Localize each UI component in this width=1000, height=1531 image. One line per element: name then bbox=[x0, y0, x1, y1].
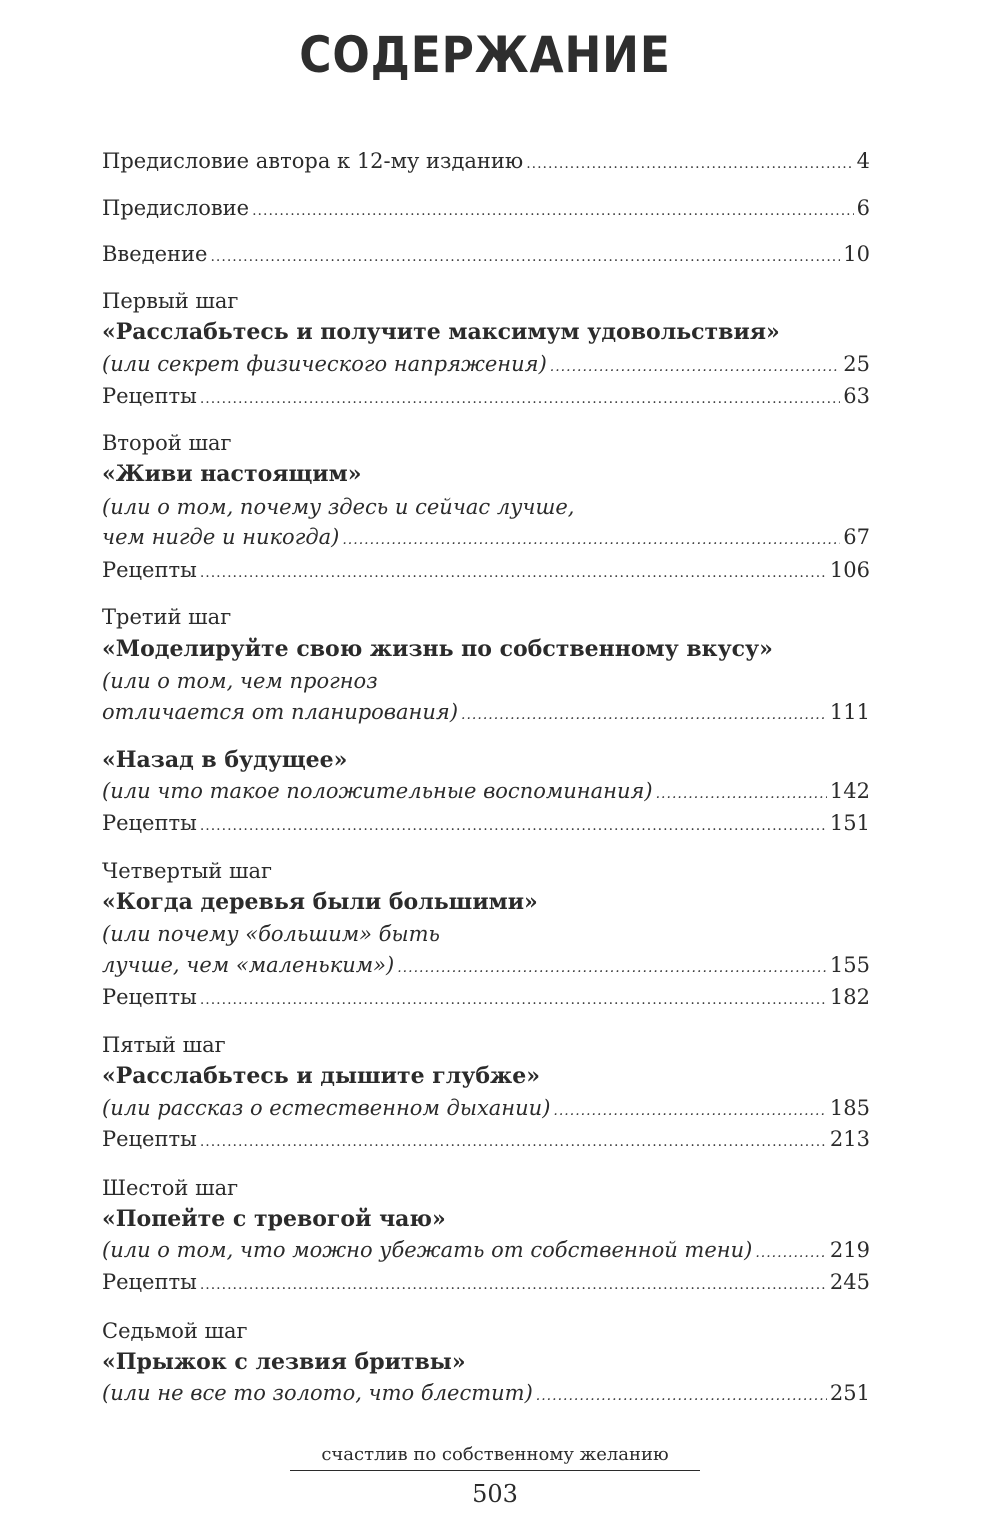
step-label bbox=[102, 285, 870, 317]
toc-entry-chapter[interactable] bbox=[102, 521, 870, 553]
toc-entry-chapter[interactable] bbox=[102, 949, 870, 981]
toc-entry-chapter[interactable] bbox=[102, 1092, 870, 1124]
dot-leader bbox=[200, 1269, 827, 1301]
toc-entry-page: 142 bbox=[829, 779, 870, 803]
dot-leader bbox=[461, 699, 827, 731]
step-label bbox=[102, 1172, 870, 1204]
chapter-subtitle: (или что такое положительные воспоминания) bbox=[102, 779, 653, 803]
toc-entry-introduction[interactable] bbox=[102, 238, 870, 270]
chapter-title-text: «Расслабьтесь и дышите глубже» bbox=[102, 1063, 540, 1089]
step-label bbox=[102, 1029, 870, 1061]
dot-leader bbox=[200, 810, 827, 842]
chapter-title[interactable] bbox=[102, 458, 870, 490]
toc-entry-page: 155 bbox=[829, 953, 870, 977]
toc-entry-chapter[interactable] bbox=[102, 696, 870, 728]
chapter-title-text: «Назад в будущее» bbox=[102, 747, 348, 773]
toc-entry-recipes[interactable] bbox=[102, 1123, 870, 1155]
chapter-title[interactable] bbox=[102, 1203, 870, 1235]
step-label-text: Седьмой шаг bbox=[102, 1319, 248, 1343]
chapter-subtitle-line bbox=[102, 665, 870, 697]
toc-entry-page: 67 bbox=[843, 525, 870, 549]
step-label bbox=[102, 427, 870, 459]
chapter-subtitle: лучше, чем «маленьким») bbox=[102, 953, 395, 977]
chapter-title[interactable] bbox=[102, 744, 870, 776]
dot-leader bbox=[342, 524, 840, 556]
toc-entry-chapter[interactable] bbox=[102, 348, 870, 380]
dot-leader bbox=[550, 351, 841, 383]
dot-leader bbox=[656, 778, 827, 810]
toc-entry-chapter[interactable] bbox=[102, 1377, 870, 1409]
chapter-title-text: «Когда деревья были большими» bbox=[102, 889, 538, 915]
chapter-title[interactable] bbox=[102, 1060, 870, 1092]
toc-entry-label: Введение bbox=[102, 242, 208, 266]
chapter-title[interactable] bbox=[102, 633, 870, 665]
toc-entry-label: Предисловие автора к 12-му изданию bbox=[102, 149, 524, 173]
dot-leader bbox=[397, 952, 827, 984]
chapter-subtitle: отличается от планирования) bbox=[102, 700, 459, 724]
chapter-subtitle: (или почему «большим» быть bbox=[102, 922, 440, 946]
toc-entry-preface[interactable] bbox=[102, 192, 870, 224]
chapter-title-text: «Прыжок с лезвия бритвы» bbox=[102, 1349, 466, 1375]
toc-entry-page: 10 bbox=[843, 242, 870, 266]
step-label-text: Первый шаг bbox=[102, 289, 239, 313]
toc-entry-recipes[interactable] bbox=[102, 981, 870, 1013]
running-footer: счастлив по собственному желанию bbox=[290, 1440, 700, 1471]
step-label bbox=[102, 855, 870, 887]
dot-leader bbox=[210, 241, 840, 273]
step-label bbox=[102, 1315, 870, 1347]
dot-leader bbox=[526, 148, 853, 180]
toc-entry-label: Предисловие bbox=[102, 196, 250, 220]
toc-entry-recipes[interactable] bbox=[102, 380, 870, 412]
toc-entry-recipes[interactable] bbox=[102, 1266, 870, 1298]
recipes-label: Рецепты bbox=[102, 1127, 197, 1151]
chapter-title-text: «Моделируйте свою жизнь по собственному вкусу» bbox=[102, 636, 773, 662]
toc-entry-page: 25 bbox=[843, 352, 870, 376]
chapter-title-text: «Живи настоящим» bbox=[102, 461, 362, 487]
dot-leader bbox=[200, 557, 827, 589]
recipes-label: Рецепты bbox=[102, 985, 197, 1009]
dot-leader bbox=[252, 195, 854, 227]
dot-leader bbox=[536, 1380, 827, 1412]
recipes-label: Рецепты bbox=[102, 558, 197, 582]
toc-entry-page: 219 bbox=[829, 1238, 870, 1262]
toc-entry-chapter[interactable] bbox=[102, 775, 870, 807]
chapter-subtitle: (или о том, что можно убежать от собственной тени) bbox=[102, 1238, 753, 1262]
chapter-subtitle: (или рассказ о естественном дыхании) bbox=[102, 1096, 551, 1120]
toc-entry-page: 213 bbox=[829, 1127, 870, 1151]
toc-entry-page: 185 bbox=[829, 1096, 870, 1120]
recipes-label: Рецепты bbox=[102, 1270, 197, 1294]
step-label-text: Четвертый шаг bbox=[102, 859, 273, 883]
toc-entry-recipes[interactable] bbox=[102, 554, 870, 586]
recipes-label: Рецепты bbox=[102, 384, 197, 408]
chapter-subtitle: (или секрет физического напряжения) bbox=[102, 352, 547, 376]
page-title: СОДЕРЖАНИЕ bbox=[299, 26, 671, 84]
chapter-title-text: «Расслабьтесь и получите максимум удовольствия» bbox=[102, 319, 780, 345]
dot-leader bbox=[755, 1237, 827, 1269]
step-label-text: Шестой шаг bbox=[102, 1176, 239, 1200]
toc-entry-page: 63 bbox=[843, 384, 870, 408]
toc-entry-page: 151 bbox=[829, 811, 870, 835]
chapter-title[interactable] bbox=[102, 1346, 870, 1378]
step-label-text: Пятый шаг bbox=[102, 1033, 226, 1057]
chapter-subtitle: (или о том, чем прогноз bbox=[102, 669, 378, 693]
chapter-title[interactable] bbox=[102, 316, 870, 348]
toc-entry-page: 6 bbox=[856, 196, 870, 220]
chapter-subtitle: (или не все то золото, что блестит) bbox=[102, 1381, 533, 1405]
step-label-text: Второй шаг bbox=[102, 431, 232, 455]
chapter-subtitle: чем нигде и никогда) bbox=[102, 525, 340, 549]
dot-leader bbox=[200, 984, 827, 1016]
toc-entry-page: 182 bbox=[829, 985, 870, 1009]
toc-entry-author-preface[interactable] bbox=[102, 145, 870, 177]
toc-entry-page: 106 bbox=[829, 558, 870, 582]
step-label bbox=[102, 601, 870, 633]
toc-entry-page: 4 bbox=[856, 149, 870, 173]
dot-leader bbox=[200, 383, 840, 415]
toc-entry-chapter[interactable] bbox=[102, 1234, 870, 1266]
chapter-title-text: «Попейте с тревогой чаю» bbox=[102, 1206, 446, 1232]
chapter-subtitle-line bbox=[102, 491, 870, 523]
toc-entry-page: 245 bbox=[829, 1270, 870, 1294]
toc-entry-page: 111 bbox=[829, 700, 870, 724]
toc-entry-recipes[interactable] bbox=[102, 807, 870, 839]
recipes-label: Рецепты bbox=[102, 811, 197, 835]
toc-entry-page: 251 bbox=[829, 1381, 870, 1405]
step-label-text: Третий шаг bbox=[102, 605, 232, 629]
page-number: 503 bbox=[472, 1480, 518, 1508]
chapter-subtitle: (или о том, почему здесь и сейчас лучше, bbox=[102, 495, 575, 519]
chapter-title[interactable] bbox=[102, 886, 870, 918]
dot-leader bbox=[200, 1126, 827, 1158]
chapter-subtitle-line bbox=[102, 918, 870, 950]
